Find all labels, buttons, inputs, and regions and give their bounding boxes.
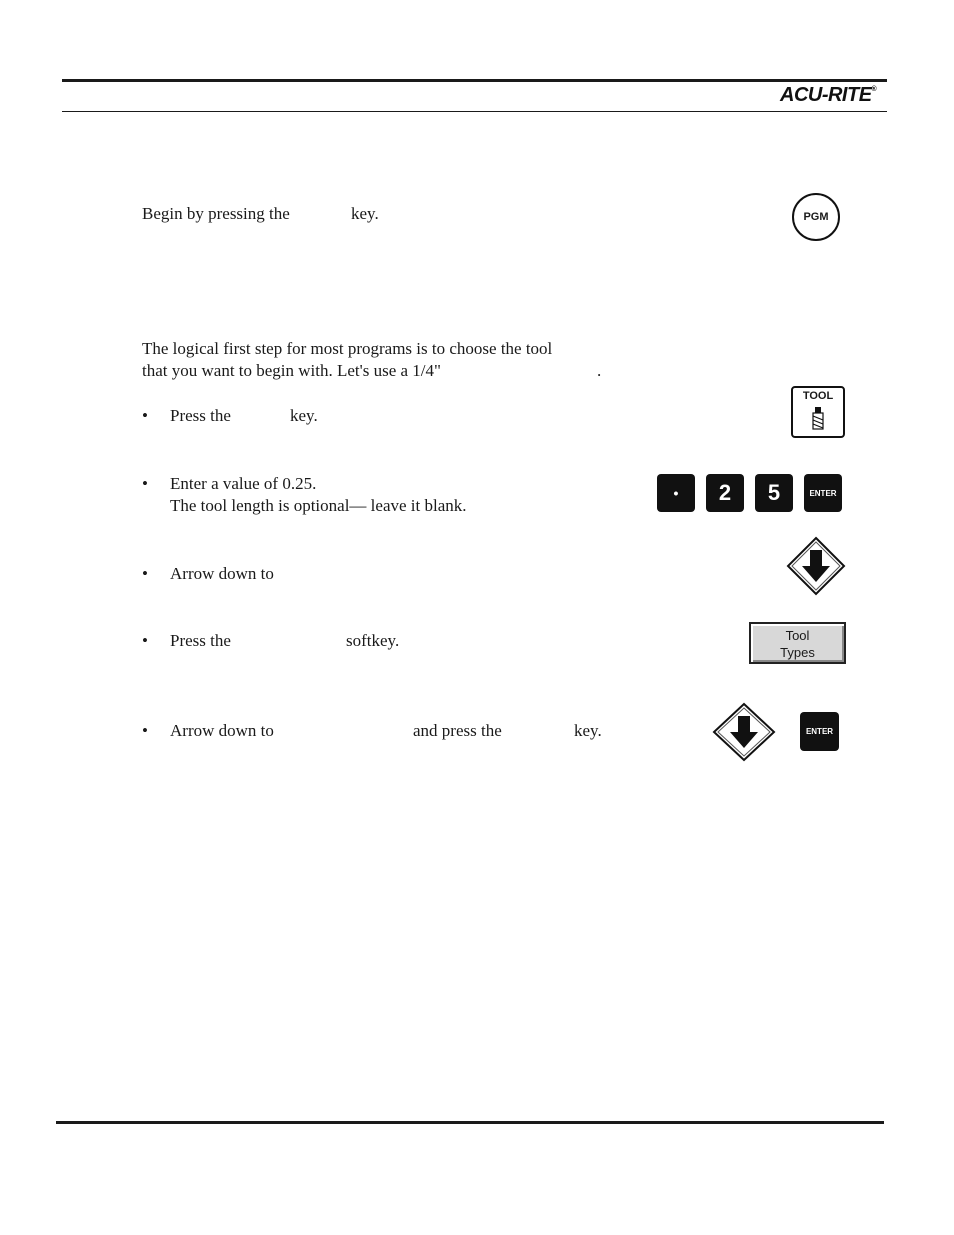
bullet: • (142, 721, 148, 740)
tool-key-label: TOOL (802, 390, 834, 402)
bullet: • (142, 564, 148, 583)
tool-types-softkey[interactable] (749, 622, 846, 664)
five-key[interactable]: 5 (755, 474, 793, 512)
press-tool-after: key. (290, 406, 318, 425)
bullet: • (142, 631, 148, 650)
dot-key[interactable]: • (657, 474, 695, 512)
registered-mark: ® (871, 86, 877, 93)
paragraph-line2-after: . (597, 361, 602, 380)
tool-types-line2: Types (780, 645, 815, 660)
press-tool-before: Press the (170, 406, 231, 425)
arrow-down-2: Arrow down to (170, 721, 274, 740)
header-top-rule (62, 79, 887, 82)
press-softkey-after: softkey. (346, 631, 400, 650)
footer-rule (56, 1121, 884, 1124)
paragraph-line2-before: that you want to begin with. Let's use a 1/4" (142, 361, 441, 380)
arrow-down-2-after: key. (574, 721, 602, 740)
bullet: • (142, 474, 148, 493)
tool-key[interactable] (791, 386, 845, 438)
arrow-down-1: Arrow down to (170, 564, 274, 583)
down-arrow-key-icon[interactable] (712, 702, 776, 762)
paragraph-line1: The logical first step for most programs is to choose the tool (142, 339, 553, 358)
pgm-key[interactable]: PGM (792, 193, 840, 241)
bullet: • (142, 406, 148, 425)
arrow-down-2-middle: and press the (413, 721, 502, 740)
intro-after: key. (351, 204, 379, 223)
two-key[interactable]: 2 (706, 474, 744, 512)
drill-bit-icon (810, 407, 826, 431)
down-arrow-key-icon[interactable] (786, 536, 846, 596)
enter-value-line2: The tool length is optional— leave it blank. (170, 496, 467, 515)
enter-key[interactable]: ENTER (800, 712, 839, 751)
header-bottom-rule (62, 111, 887, 112)
intro-before: Begin by pressing the (142, 204, 290, 223)
press-softkey-before: Press the (170, 631, 231, 650)
acu-rite-logo (780, 84, 876, 107)
logo-text: ACU-RITE (780, 84, 872, 106)
tool-types-line1: Tool (785, 628, 810, 643)
enter-key[interactable]: ENTER (804, 474, 842, 512)
enter-value-line1: Enter a value of 0.25. (170, 474, 317, 493)
